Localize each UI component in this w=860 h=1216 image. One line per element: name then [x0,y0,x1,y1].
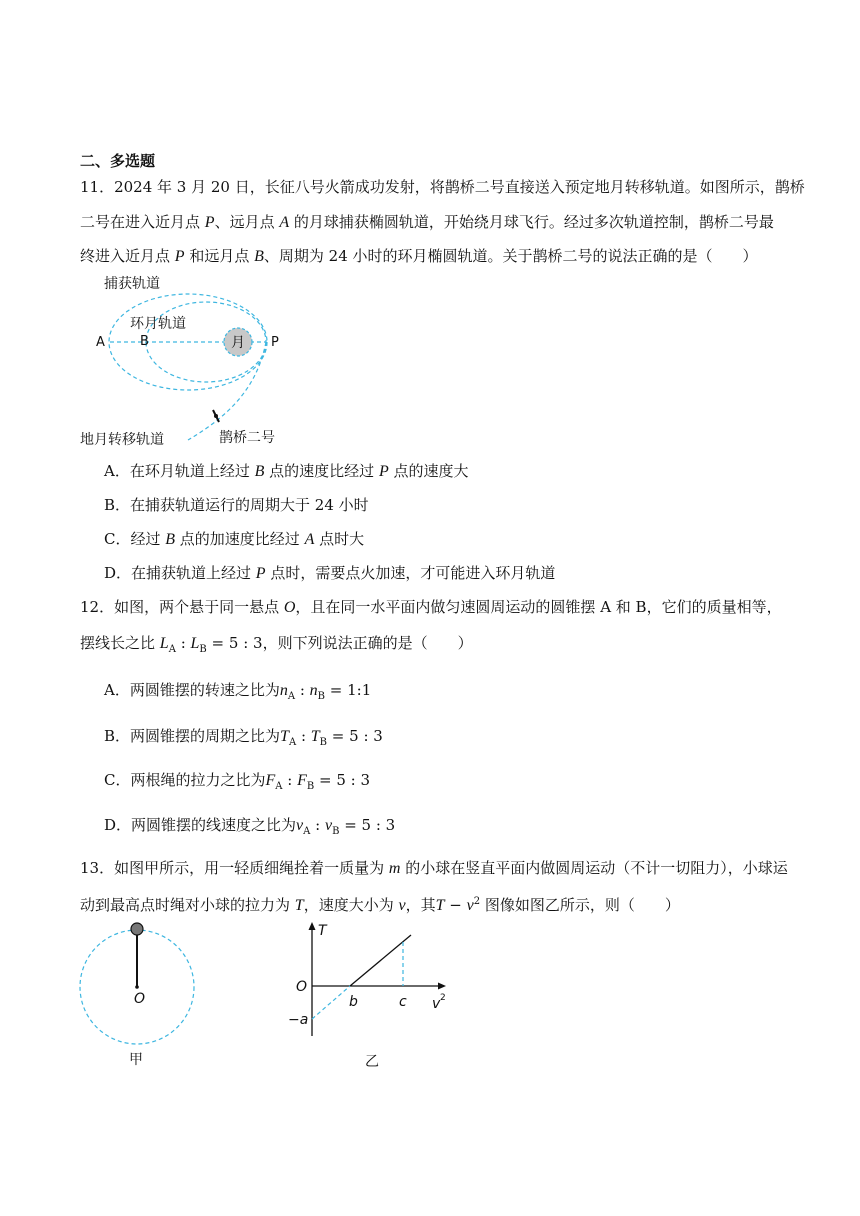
probe-label: 鹊桥二号 [219,430,275,446]
lunar-orbit-label: 环月轨道 [130,316,186,332]
moon-label: 月 [231,335,245,351]
q12-option-d: D．两圆锥摆的线速度之比为$v_A$ : $v_B = 5$ : 3 [104,816,396,837]
q11-option-b: B．在捕获轨道运行的周期大于 24 小时 [104,496,369,514]
caption-jia: 甲 [129,1052,143,1068]
v2-label: v [432,996,441,1012]
transfer-orbit [188,342,266,440]
capture-orbit-label: 捕获轨道 [104,276,160,292]
q13-figure-yi [282,918,462,1070]
graph-line [350,935,411,986]
transfer-orbit-label: 地月转移轨道 [80,432,164,448]
q11-option-a: A．在环月轨道上经过 B 点的速度比经过 P 点的速度大 [104,462,469,480]
section-title: 二、多选题 [80,152,156,170]
q12-line2: 摆线长之比 $L_A$ : $L_B = 5$ : 3，则下列说法正确的是（ ） [80,634,473,655]
graph-extension [312,986,350,1019]
q13-figure-jia [76,918,200,1068]
t-axis-arrow [309,922,316,930]
c-label: c [399,994,407,1010]
q11-line2: 二号在进入近月点 P、远月点 A 的月球捕获椭圆轨道，开始绕月球飞行。经过多次轨道控制，鹊桥二号最 [80,213,774,231]
origin-label: O [296,979,308,995]
q13-line1: 13．如图甲所示，用一轻质细绳拴着一质量为 m 的小球在竖直平面内做圆周运动（不计一切阻力），小球运 [80,859,788,877]
t-axis-label: T [318,923,327,939]
point-b-label: B [140,334,149,349]
center-label: O [134,991,146,1007]
q12-option-a: A．两圆锥摆的转速之比为$n_A$ : $n_B$ = 1:1 [104,681,372,702]
point-a-label: A [96,335,105,350]
b-label: b [349,994,358,1010]
q12-line1: 12．如图，两个悬于同一悬点 O，且在同一水平面内做匀速圆周运动的圆锥摆 A 和 B，它们的质量相等， [80,598,782,616]
caption-yi: 乙 [365,1054,379,1070]
q12-option-b: B．两圆锥摆的周期之比为$T_A$ : $T_B = 5$ : 3 [104,727,383,748]
q13-line2: 动到最高点时绳对小球的拉力为 T，速度大小为 v，其$T - v^2$ 图像如图乙所示，则（ ） [80,896,680,914]
neg-a-label: −a [288,1012,309,1028]
q11-line1: 11．2024 年 3 月 20 日，长征八号火箭成功发射，将鹊桥二号直接送入预定地月转移轨道。如图所示，鹊桥 [80,178,805,196]
v2-axis-arrow [438,983,446,990]
q11-option-c: C．经过 B 点的加速度比经过 A 点时大 [104,530,365,548]
q11-option-d: D．在捕获轨道上经过 P 点时，需要点火加速，才可能进入环月轨道 [104,564,556,582]
point-p-label: P [271,335,279,350]
ball [131,923,143,935]
q11-line3: 终进入近月点 P 和远月点 B、周期为 24 小时的环月椭圆轨道。关于鹊桥二号的说法正确的是（ ） [80,247,758,265]
probe-dot [214,414,218,418]
q11-orbit-figure [76,272,306,448]
v2-sq-label: 2 [440,993,446,1003]
q12-option-c: C．两根绳的拉力之比为$F_A$ : $F_B = 5$ : 3 [104,771,371,792]
center-point [135,985,139,989]
